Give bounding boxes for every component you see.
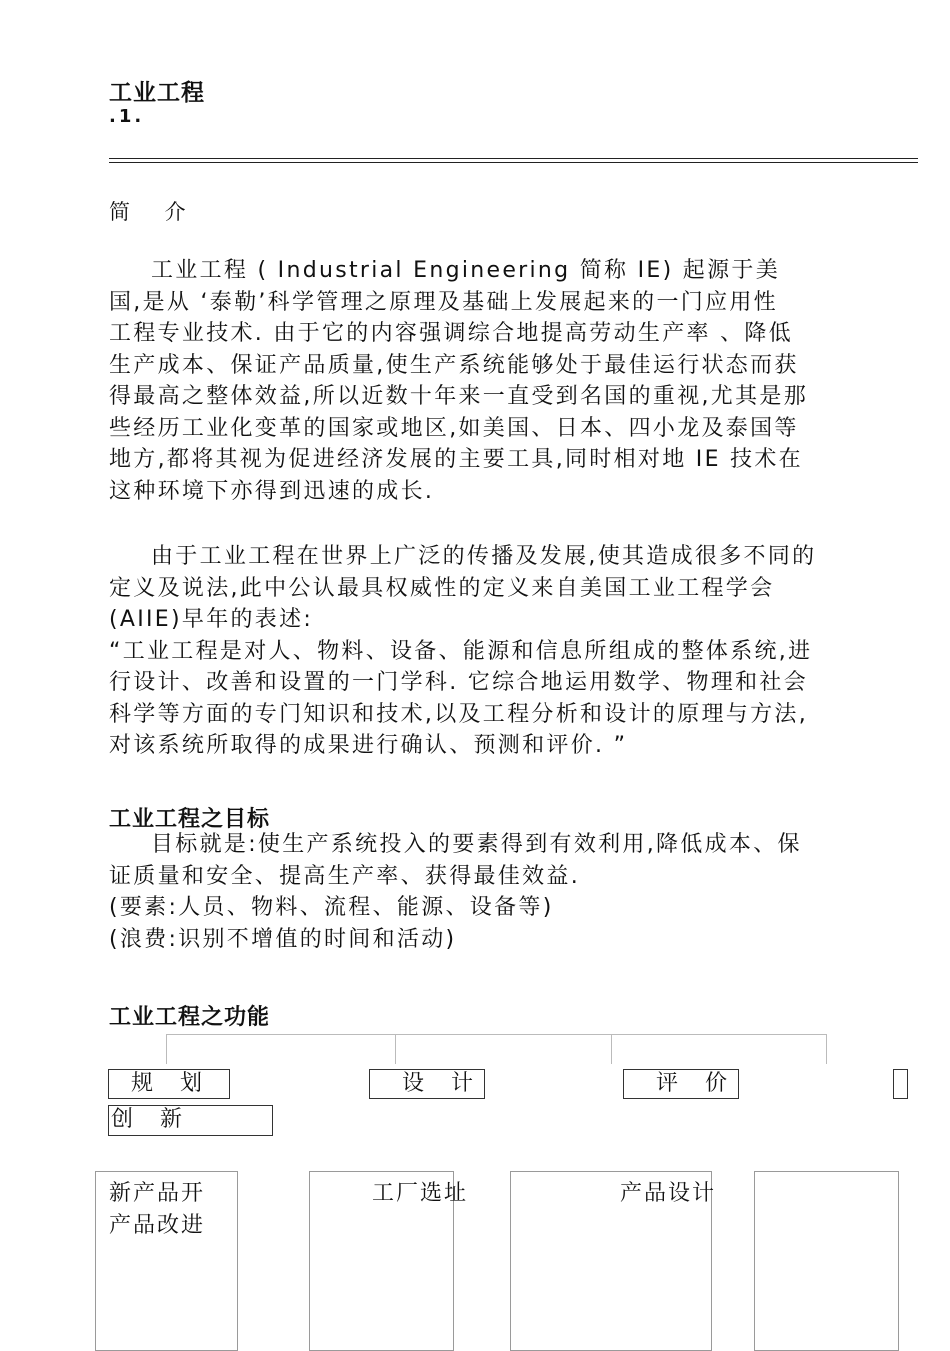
text-line: 科学等方面的专门知识和技术,以及工程分析和设计的原理与方法, (109, 701, 808, 727)
intro-paragraph-1 (109, 255, 921, 507)
header-rule-top (109, 158, 918, 159)
text-line: 得最高之整体效益,所以近数十年来一直受到名国的重视,尤其是那 (109, 384, 808, 409)
document-title: 工业工程 (109, 80, 205, 106)
text-line: (要素:人员、物料、流程、能源、设备等) (109, 895, 554, 920)
text-line: 行设计、改善和设置的一门学科. 它综合地运用数学、物理和社会 (109, 670, 808, 695)
text-line: 这种环境下亦得到迅速的成长. (109, 478, 435, 504)
page-number: .1. (109, 106, 145, 127)
text-line: 些经历工业化变革的国家或地区,如美国、日本、四小龙及泰国等 (109, 415, 799, 441)
cell-text-product-design: 产品设计 (620, 1181, 717, 1206)
text-line: 对该系统所取得的成果进行确认、预测和评价. ” (109, 733, 628, 758)
header-rule-bottom (109, 162, 918, 163)
cell-text-plant-location: 工厂选址 (372, 1181, 469, 1206)
function-box-innovation: 创 新 (108, 1105, 273, 1136)
intro-paragraph-2 (109, 541, 921, 762)
connector-vertical (611, 1034, 612, 1064)
text-line: 工业工程 ( Industrial Engineering 简称 IE) 起源于美 (151, 258, 780, 283)
text-line: 由于工业工程在世界上广泛的传播及发展,使其造成很多不同的 (151, 544, 817, 569)
detail-cell (754, 1171, 899, 1351)
text-line: 目标就是:使生产系统投入的要素得到有效利用,降低成本、保 (151, 832, 802, 857)
function-box-planning: 规 划 (108, 1069, 230, 1099)
text-line: 生产成本、保证产品质量,使生产系统能够处于最佳运行状态而获 (109, 352, 799, 378)
cell-text-new-product: 新产品开 (109, 1181, 206, 1206)
connector-horizontal (166, 1034, 827, 1035)
text-line: 国,是从 ‘泰勒’科学管理之原理及基础上发展起来的一门应用性 (109, 289, 778, 315)
text-line: (AIIE)早年的表述: (109, 607, 314, 632)
text-line: 定义及说法,此中公认最具权威性的定义来自美国工业工程学会 (109, 575, 775, 601)
connector-vertical (395, 1034, 396, 1064)
text-line: “工业工程是对人、物料、设备、能源和信息所组成的整体系统,进 (109, 638, 813, 664)
heading-objectives: 工业工程之目标 (109, 807, 271, 832)
objectives-body (109, 829, 921, 955)
function-box-design: 设 计 (369, 1069, 485, 1099)
connector-vertical (826, 1034, 827, 1064)
cell-text-product-improvement: 产品改进 (109, 1213, 206, 1238)
text-line: 地方,都将其视为促进经济发展的主要工具,同时相对地 IE 技术在 (109, 447, 803, 472)
function-box-evaluation: 评 价 (623, 1069, 739, 1099)
text-line: 工程专业技术. 由于它的内容强调综合地提高劳动生产率 、降低 (109, 321, 793, 346)
function-box-partial (893, 1069, 908, 1099)
text-line: 证质量和安全、提高生产率、获得最佳效益. (109, 863, 580, 889)
section-label-intro: 简 介 (109, 200, 200, 224)
connector-vertical (166, 1034, 167, 1064)
text-line: (浪费:识别不增值的时间和活动) (109, 926, 457, 952)
heading-functions: 工业工程之功能 (109, 1005, 271, 1030)
